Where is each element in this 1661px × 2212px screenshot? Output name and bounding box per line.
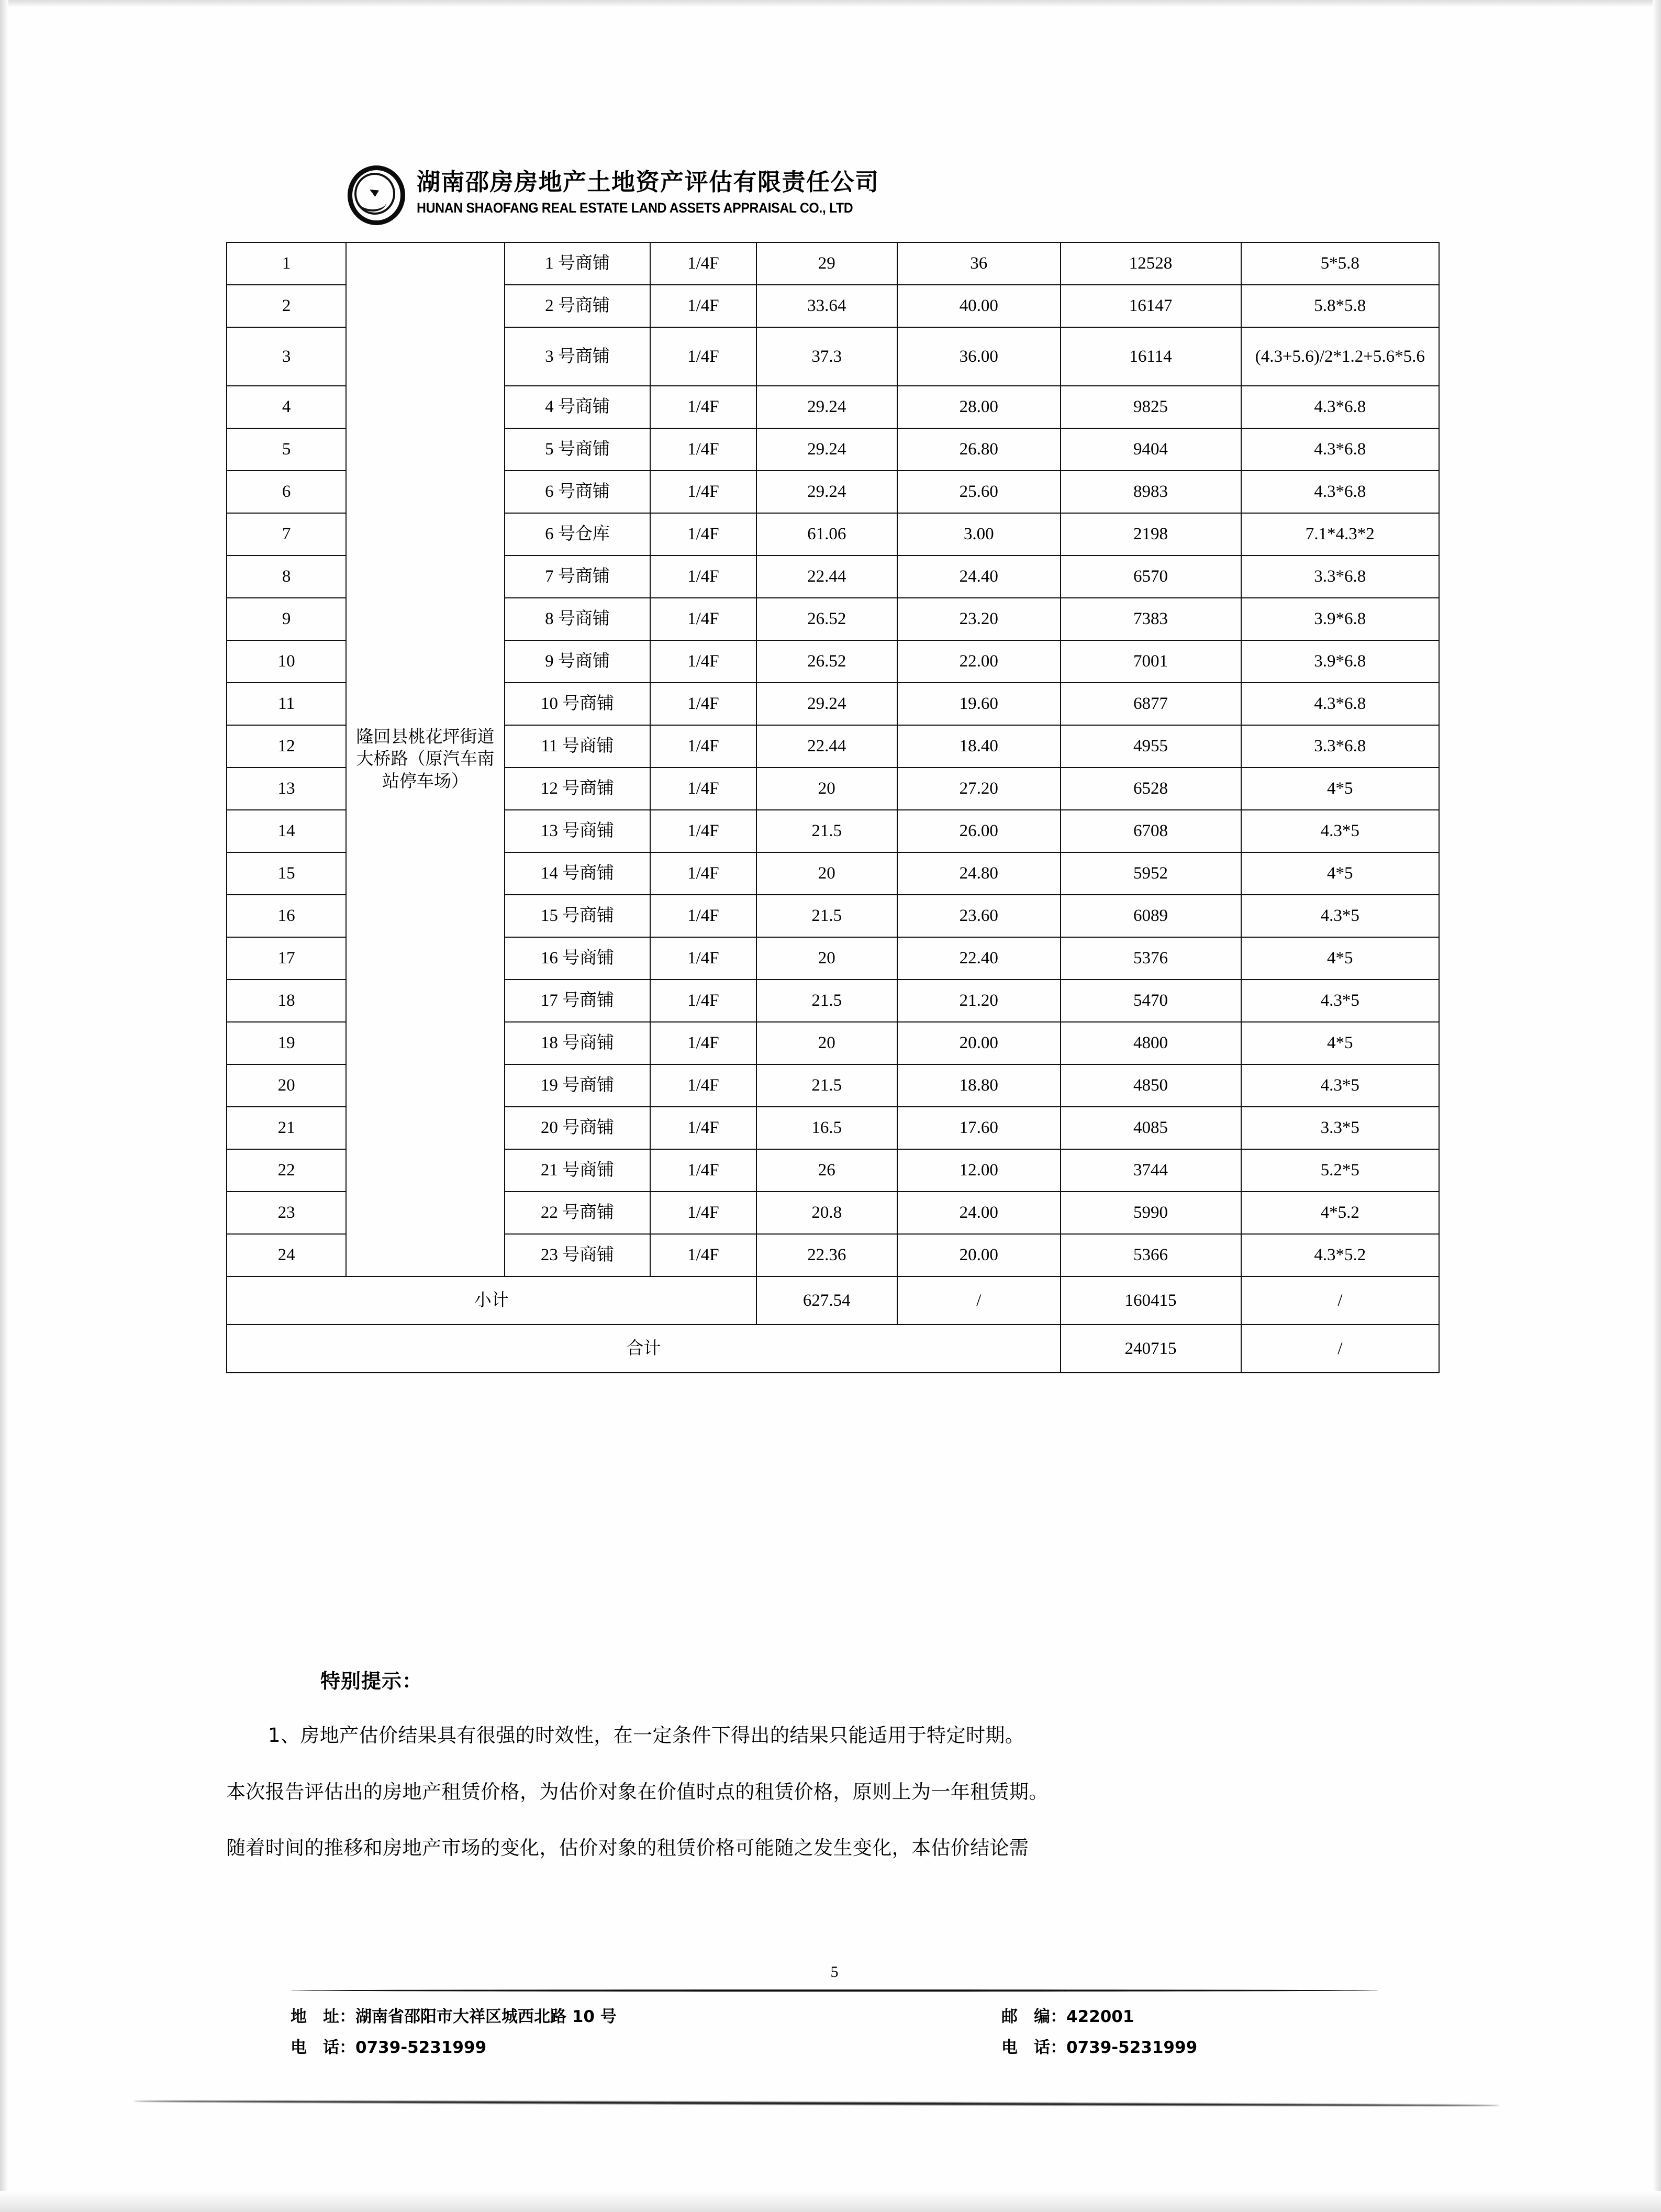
cell-price: 5470: [1061, 980, 1241, 1022]
cell-area-a: 21.5: [756, 980, 897, 1022]
cell-area-a: 29.24: [756, 428, 897, 471]
cell-formula: 4.3*5: [1241, 895, 1439, 937]
cell-area-a: 21.5: [756, 810, 897, 852]
cell-price: 9825: [1061, 386, 1241, 428]
cell-unit-name: 22 号商铺: [505, 1192, 650, 1234]
company-name-en: HUNAN SHAOFANG REAL ESTATE LAND ASSETS APPRAISAL CO., LTD: [417, 200, 853, 216]
cell-price: 3744: [1061, 1149, 1241, 1192]
cell-price: 5366: [1061, 1234, 1241, 1276]
cell-area-b: 40.00: [897, 285, 1061, 327]
cell-subtotal-price: 160415: [1061, 1276, 1241, 1325]
cell-formula: 4.3*5.2: [1241, 1234, 1439, 1276]
cell-area-b: 27.20: [897, 768, 1061, 810]
cell-index: 12: [227, 725, 346, 768]
cell-formula: 3.9*6.8: [1241, 640, 1439, 683]
cell-area-b: 20.00: [897, 1022, 1061, 1064]
cell-area-a: 29.24: [756, 386, 897, 428]
cell-formula: 4.3*6.8: [1241, 386, 1439, 428]
cell-formula: 4*5: [1241, 937, 1439, 980]
cell-floor: 1/4F: [650, 242, 756, 285]
footer-divider: [291, 1989, 1378, 1992]
footer-contact-rows: [291, 2003, 1378, 2058]
cell-formula: 3.3*6.8: [1241, 725, 1439, 768]
cell-unit-name: 4 号商铺: [505, 386, 650, 428]
notice-paragraph-2: 本次报告评估出的房地产租赁价格，为估价对象在价值时点的租赁价格，原则上为一年租赁期。: [226, 1780, 1049, 1803]
cell-formula: (4.3+5.6)/2*1.2+5.6*5.6: [1241, 327, 1439, 386]
cell-index: 17: [227, 937, 346, 980]
cell-floor: 1/4F: [650, 810, 756, 852]
cell-price: 8983: [1061, 471, 1241, 513]
cell-unit-name: 1 号商铺: [505, 242, 650, 285]
cell-area-a: 20: [756, 1022, 897, 1064]
cell-area-b: 22.40: [897, 937, 1061, 980]
cell-area-b: 36.00: [897, 327, 1061, 386]
cell-area-a: 21.5: [756, 895, 897, 937]
cell-formula: 4.3*5: [1241, 980, 1439, 1022]
notice-paragraph-3: 随着时间的推移和房地产市场的变化，估价对象的租赁价格可能随之发生变化，本估价结论需: [226, 1837, 1029, 1859]
cell-area-b: 20.00: [897, 1234, 1061, 1276]
cell-price: 4800: [1061, 1022, 1241, 1064]
cell-formula: 5.2*5: [1241, 1149, 1439, 1192]
cell-index: 19: [227, 1022, 346, 1064]
cell-unit-name: 5 号商铺: [505, 428, 650, 471]
cell-formula: 3.9*6.8: [1241, 598, 1439, 640]
scan-edge-top: [0, 0, 1661, 7]
page-number: 5: [830, 1963, 839, 1981]
cell-index: 10: [227, 640, 346, 683]
cell-formula: 5*5.8: [1241, 242, 1439, 285]
cell-area-b: 28.00: [897, 386, 1061, 428]
cell-formula: 5.8*5.8: [1241, 285, 1439, 327]
cell-floor: 1/4F: [650, 895, 756, 937]
cell-unit-name: 3 号商铺: [505, 327, 650, 386]
cell-unit-name: 7 号商铺: [505, 555, 650, 598]
property-valuation-table: [226, 242, 1440, 1373]
cell-unit-name: 10 号商铺: [505, 683, 650, 725]
cell-price: 6708: [1061, 810, 1241, 852]
cell-formula: 4*5.2: [1241, 1192, 1439, 1234]
cell-floor: 1/4F: [650, 471, 756, 513]
cell-unit-name: 23 号商铺: [505, 1234, 650, 1276]
table-body: [227, 242, 1439, 1373]
cell-price: 6570: [1061, 555, 1241, 598]
cell-area-b: 25.60: [897, 471, 1061, 513]
cell-index: 18: [227, 980, 346, 1022]
cell-unit-name: 18 号商铺: [505, 1022, 650, 1064]
cell-index: 23: [227, 1192, 346, 1234]
cell-floor: 1/4F: [650, 1064, 756, 1107]
page-footer: [291, 1963, 1378, 2058]
cell-floor: 1/4F: [650, 1149, 756, 1192]
cell-area-b: 21.20: [897, 980, 1061, 1022]
cell-price: 7383: [1061, 598, 1241, 640]
cell-price: 12528: [1061, 242, 1241, 285]
address-label: 地 址：: [291, 2007, 355, 2026]
cell-subtotal-label: 小计: [227, 1276, 756, 1325]
cell-index: 11: [227, 683, 346, 725]
cell-price: 7001: [1061, 640, 1241, 683]
footer-row-phone: [291, 2034, 1378, 2058]
footer-postcode: [1001, 2003, 1378, 2027]
cell-index: 15: [227, 852, 346, 895]
cell-formula: 4.3*6.8: [1241, 428, 1439, 471]
cell-area-b: 18.80: [897, 1064, 1061, 1107]
cell-floor: 1/4F: [650, 1192, 756, 1234]
cell-area-b: 12.00: [897, 1149, 1061, 1192]
cell-floor: 1/4F: [650, 1234, 756, 1276]
cell-area-a: 26.52: [756, 640, 897, 683]
cell-formula: 4.3*6.8: [1241, 683, 1439, 725]
cell-index: 3: [227, 327, 346, 386]
cell-index: 4: [227, 386, 346, 428]
cell-unit-name: 19 号商铺: [505, 1064, 650, 1107]
cell-floor: 1/4F: [650, 640, 756, 683]
cell-index: 20: [227, 1064, 346, 1107]
cell-unit-name: 21 号商铺: [505, 1149, 650, 1192]
cell-price: 2198: [1061, 513, 1241, 555]
cell-total-label: 合计: [227, 1325, 1061, 1373]
cell-floor: 1/4F: [650, 768, 756, 810]
cell-area-a: 26: [756, 1149, 897, 1192]
cell-unit-name: 15 号商铺: [505, 895, 650, 937]
cell-area-b: 24.40: [897, 555, 1061, 598]
cell-price: 5376: [1061, 937, 1241, 980]
cell-index: 2: [227, 285, 346, 327]
cell-index: 7: [227, 513, 346, 555]
cell-unit-name: 8 号商铺: [505, 598, 650, 640]
cell-area-a: 20.8: [756, 1192, 897, 1234]
cell-unit-name: 2 号商铺: [505, 285, 650, 327]
cell-formula: 4.3*6.8: [1241, 471, 1439, 513]
footer-address: [291, 2003, 945, 2027]
cell-area-a: 22.44: [756, 555, 897, 598]
cell-area-a: 16.5: [756, 1107, 897, 1149]
cell-index: 24: [227, 1234, 346, 1276]
cell-subtotal-formula: /: [1241, 1276, 1439, 1325]
cell-area-a: 22.36: [756, 1234, 897, 1276]
phone-label-right: 电 话：: [1001, 2038, 1066, 2057]
cell-subtotal-area-b: /: [897, 1276, 1061, 1325]
cell-index: 5: [227, 428, 346, 471]
cell-formula: 4*5: [1241, 1022, 1439, 1064]
table-row-total: [227, 1325, 1439, 1373]
phone-value: 0739-5231999: [355, 2038, 487, 2057]
cell-area-b: 19.60: [897, 683, 1061, 725]
cell-area-a: 61.06: [756, 513, 897, 555]
cell-area-b: 23.20: [897, 598, 1061, 640]
cell-floor: 1/4F: [650, 937, 756, 980]
scan-edge-left: [0, 0, 8, 2212]
cell-area-b: 36: [897, 242, 1061, 285]
cell-price: 6089: [1061, 895, 1241, 937]
scan-artifact-line: [133, 2100, 1500, 2107]
scan-edge-bottom: [0, 2191, 1661, 2212]
cell-unit-name: 17 号商铺: [505, 980, 650, 1022]
cell-index: 6: [227, 471, 346, 513]
special-notice-section: [226, 1665, 1441, 1863]
cell-unit-name: 16 号商铺: [505, 937, 650, 980]
cell-area-b: 24.80: [897, 852, 1061, 895]
cell-unit-name: 14 号商铺: [505, 852, 650, 895]
cell-unit-name: 9 号商铺: [505, 640, 650, 683]
cell-unit-name: 12 号商铺: [505, 768, 650, 810]
cell-floor: 1/4F: [650, 327, 756, 386]
special-notice-heading: 特别提示：: [320, 1670, 423, 1693]
cell-price: 6877: [1061, 683, 1241, 725]
cell-area-b: 18.40: [897, 725, 1061, 768]
notice-paragraph-1: 1、房地产估价结果具有很强的时效性，在一定条件下得出的结果只能适用于特定时期。: [268, 1724, 1025, 1747]
cell-index: 8: [227, 555, 346, 598]
cell-floor: 1/4F: [650, 386, 756, 428]
cell-area-a: 21.5: [756, 1064, 897, 1107]
phone-label: 电 话：: [291, 2038, 355, 2057]
address-value: 湖南省邵阳市大祥区城西北路 10 号: [355, 2007, 617, 2026]
cell-floor: 1/4F: [650, 598, 756, 640]
cell-floor: 1/4F: [650, 683, 756, 725]
cell-floor: 1/4F: [650, 852, 756, 895]
cell-area-a: 29: [756, 242, 897, 285]
cell-unit-name: 6 号仓库: [505, 513, 650, 555]
cell-price: 6528: [1061, 768, 1241, 810]
cell-area-a: 22.44: [756, 725, 897, 768]
cell-floor: 1/4F: [650, 555, 756, 598]
cell-price: 9404: [1061, 428, 1241, 471]
footer-row-address: [291, 2003, 1378, 2027]
letterhead: [345, 163, 891, 222]
cell-floor: 1/4F: [650, 513, 756, 555]
cell-area-b: 17.60: [897, 1107, 1061, 1149]
cell-price: 4850: [1061, 1064, 1241, 1107]
cell-floor: 1/4F: [650, 1107, 756, 1149]
cell-area-a: 29.24: [756, 471, 897, 513]
cell-area-b: 24.00: [897, 1192, 1061, 1234]
cell-formula: 4*5: [1241, 852, 1439, 895]
scan-edge-right: [1653, 0, 1661, 2212]
cell-area-b: 23.60: [897, 895, 1061, 937]
cell-area-a: 37.3: [756, 327, 897, 386]
cell-formula: 4*5: [1241, 768, 1439, 810]
cell-index: 21: [227, 1107, 346, 1149]
cell-formula: 7.1*4.3*2: [1241, 513, 1439, 555]
company-seal-icon: [345, 163, 403, 222]
cell-formula: 4.3*5: [1241, 1064, 1439, 1107]
cell-formula: 3.3*6.8: [1241, 555, 1439, 598]
cell-unit-name: 20 号商铺: [505, 1107, 650, 1149]
cell-area-b: 26.80: [897, 428, 1061, 471]
company-name-cn: 湖南邵房房地产土地资产评估有限责任公司: [417, 168, 879, 196]
cell-price: 16147: [1061, 285, 1241, 327]
postcode-label: 邮 编：: [1001, 2007, 1066, 2026]
cell-floor: 1/4F: [650, 1022, 756, 1064]
cell-index: 22: [227, 1149, 346, 1192]
postcode-value: 422001: [1066, 2007, 1134, 2026]
cell-price: 5990: [1061, 1192, 1241, 1234]
cell-area-b: 26.00: [897, 810, 1061, 852]
cell-price: 4085: [1061, 1107, 1241, 1149]
cell-index: 13: [227, 768, 346, 810]
cell-unit-name: 11 号商铺: [505, 725, 650, 768]
phone-value-right: 0739-5231999: [1066, 2038, 1198, 2057]
cell-formula: 4.3*5: [1241, 810, 1439, 852]
cell-area-a: 20: [756, 937, 897, 980]
cell-index: 1: [227, 242, 346, 285]
cell-price: 5952: [1061, 852, 1241, 895]
brand-block: [417, 169, 891, 216]
table-row: [227, 242, 1439, 285]
cell-location-merged: 隆回县桃花坪街道大桥路（原汽车南站停车场）: [346, 242, 505, 1276]
cell-area-a: 20: [756, 852, 897, 895]
table-row-subtotal: [227, 1276, 1439, 1325]
cell-area-b: 22.00: [897, 640, 1061, 683]
cell-index: 16: [227, 895, 346, 937]
cell-price: 4955: [1061, 725, 1241, 768]
cell-unit-name: 6 号商铺: [505, 471, 650, 513]
cell-subtotal-area-a: 627.54: [756, 1276, 897, 1325]
footer-phone-right: [1001, 2034, 1378, 2058]
cell-area-a: 33.64: [756, 285, 897, 327]
cell-price: 16114: [1061, 327, 1241, 386]
cell-area-a: 29.24: [756, 683, 897, 725]
cell-index: 9: [227, 598, 346, 640]
cell-floor: 1/4F: [650, 428, 756, 471]
cell-unit-name: 13 号商铺: [505, 810, 650, 852]
cell-floor: 1/4F: [650, 980, 756, 1022]
cell-area-a: 26.52: [756, 598, 897, 640]
cell-area-b: 3.00: [897, 513, 1061, 555]
footer-phone-left: [291, 2034, 945, 2058]
cell-floor: 1/4F: [650, 285, 756, 327]
cell-total-formula: /: [1241, 1325, 1439, 1373]
cell-total-price: 240715: [1061, 1325, 1241, 1373]
cell-floor: 1/4F: [650, 725, 756, 768]
cell-area-a: 20: [756, 768, 897, 810]
cell-formula: 3.3*5: [1241, 1107, 1439, 1149]
cell-index: 14: [227, 810, 346, 852]
